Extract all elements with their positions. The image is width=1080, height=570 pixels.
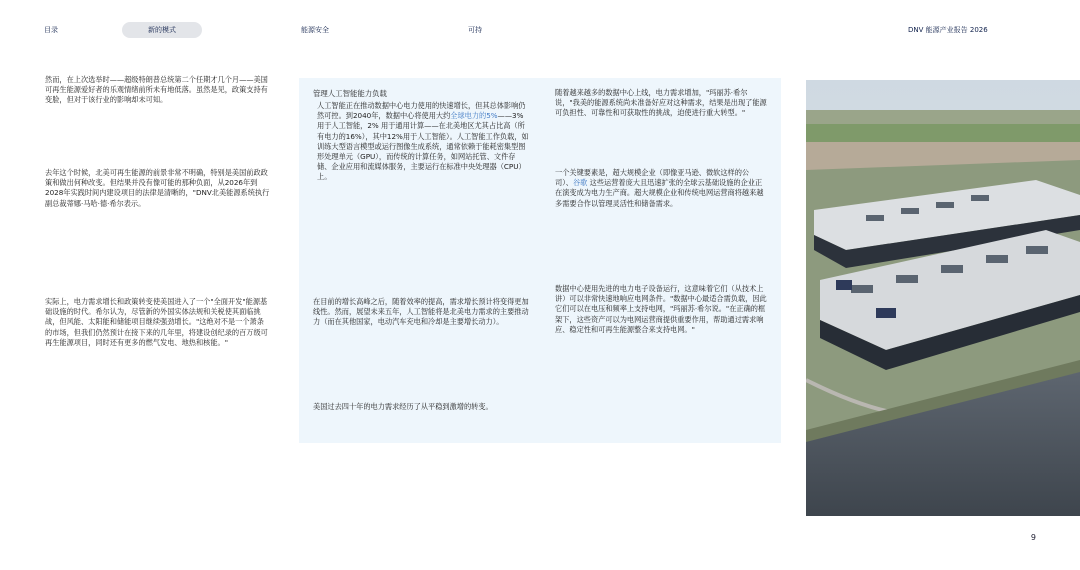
panel-right-paragraph-2: 一个关键要素是，超大规模企业（即像亚马逊、微软这样的公司）、谷歌 这些运营着庞大且迅速扩张的全球云基础设施的企业正在演变成为电力生产商。超大规模企业和传统电网运营商将越来越多需要合作以管理灵活性和储备需求。: [555, 168, 764, 208]
panel-right-paragraph-1: 随着越来越多的数据中心上线，电力需求增加，"玛丽苏·希尔说，"我美的能源系统尚未准备好应对这种需求，结果是出现了能源可负担性、可靠性和可获取性的挑战，迫使进行重大转型。": [555, 88, 767, 118]
panel-paragraph-3: 美国过去四十年的电力需求经历了从平稳到激增的转变。: [313, 402, 493, 411]
body-paragraph-2: 去年这个时候，北美可再生能源的前景非常不明确，特别是美国前政政策和做出何种改变。但结果并没有像可能的那种负面，从2026年到2028年实践时间内建设项目的法律是清晰的，"DNV北美能源系统执行副总裁蒂娜·马哈·德·希尔表示。: [45, 168, 270, 208]
panel-right-paragraph-3: 数据中心使用先进的电力电子设备运行，这意味着它们（从技术上讲）可以非常快速地响应电网条件。"数据中心最适合需负载，因此它们可以在电压和频率上支持电网，"玛丽苏·希尔说。"在正确的框架下，这些资产可以为电网运营商提供重要作用，帮助通过需求响应、稳定性和可再生能源整合来支持电网。": [555, 284, 767, 334]
page-number: 9: [1030, 533, 1036, 542]
datacenter-aerial-photo: [806, 80, 1080, 516]
top-nav: [0, 22, 1080, 38]
nav-item-sustainability[interactable]: 可持: [468, 26, 482, 34]
report-title[interactable]: DNV 能源产业报告 2026: [908, 26, 988, 34]
ai-load-panel: [299, 78, 781, 443]
nav-item-contents[interactable]: 目录: [44, 26, 58, 34]
body-paragraph-3: 实际上，电力需求增长和政策转变使美国进入了一个"全面开发"能源基础设施的时代。希尔认为，尽管新的外国实体法规和关税使其面临挑战，但风能、太阳能和储能项目继续强劲增长。"这绝对不是一个萧条的市场，但我们仍然预计在接下来的几年里，将建设创纪录的百万级可再生能源项目，同时还有更多的燃气发电、地热和核能。": [45, 297, 268, 347]
body-paragraph-1: 然而，在上次选举时——超级特朗普总统第二个任期才几个月——美国可再生能源爱好者的乐观情绪前所未有地低落。虽然是见，政策支持有变脸，但对于该行业的影响却未可知。: [45, 75, 268, 105]
highlight-link-google[interactable]: 谷歌: [572, 178, 588, 188]
panel-paragraph-1: 人工智能正在推动数据中心电力使用的快速增长，但其总体影响仍然可控。到2040年，数据中心将使用大约全球电力的5%——3% 用于人工智能，2% 用于通用计算——在北美地区尤其占比高（所有电力的16%），其中12%用于人工智能）。人工智能工作负载，如训练大型语言模型或运行图像生成系统，通常依赖于能耗密集型图形处理单元（GPU），而传统的计算任务，如网站托管、文件存储、企业应用和流媒体服务，主要运行在标准中央处理器（CPU）上。: [317, 101, 529, 182]
nav-item-energy-security[interactable]: 能源安全: [301, 26, 329, 34]
highlight-link[interactable]: 全球电力的5%: [450, 111, 498, 121]
panel-heading: 管理人工智能能力负载: [313, 89, 387, 98]
panel-paragraph-2: 在目前的增长高峰之后，随着效率的提高，需求增长预计将变得更加线性。然而，展望未来五年，人工智能将是北美电力需求的主要推动力（而在其他国家，电动汽车充电和冷却是主要增长动力）。: [313, 297, 529, 327]
nav-item-new-model[interactable]: 新的模式: [122, 22, 202, 38]
